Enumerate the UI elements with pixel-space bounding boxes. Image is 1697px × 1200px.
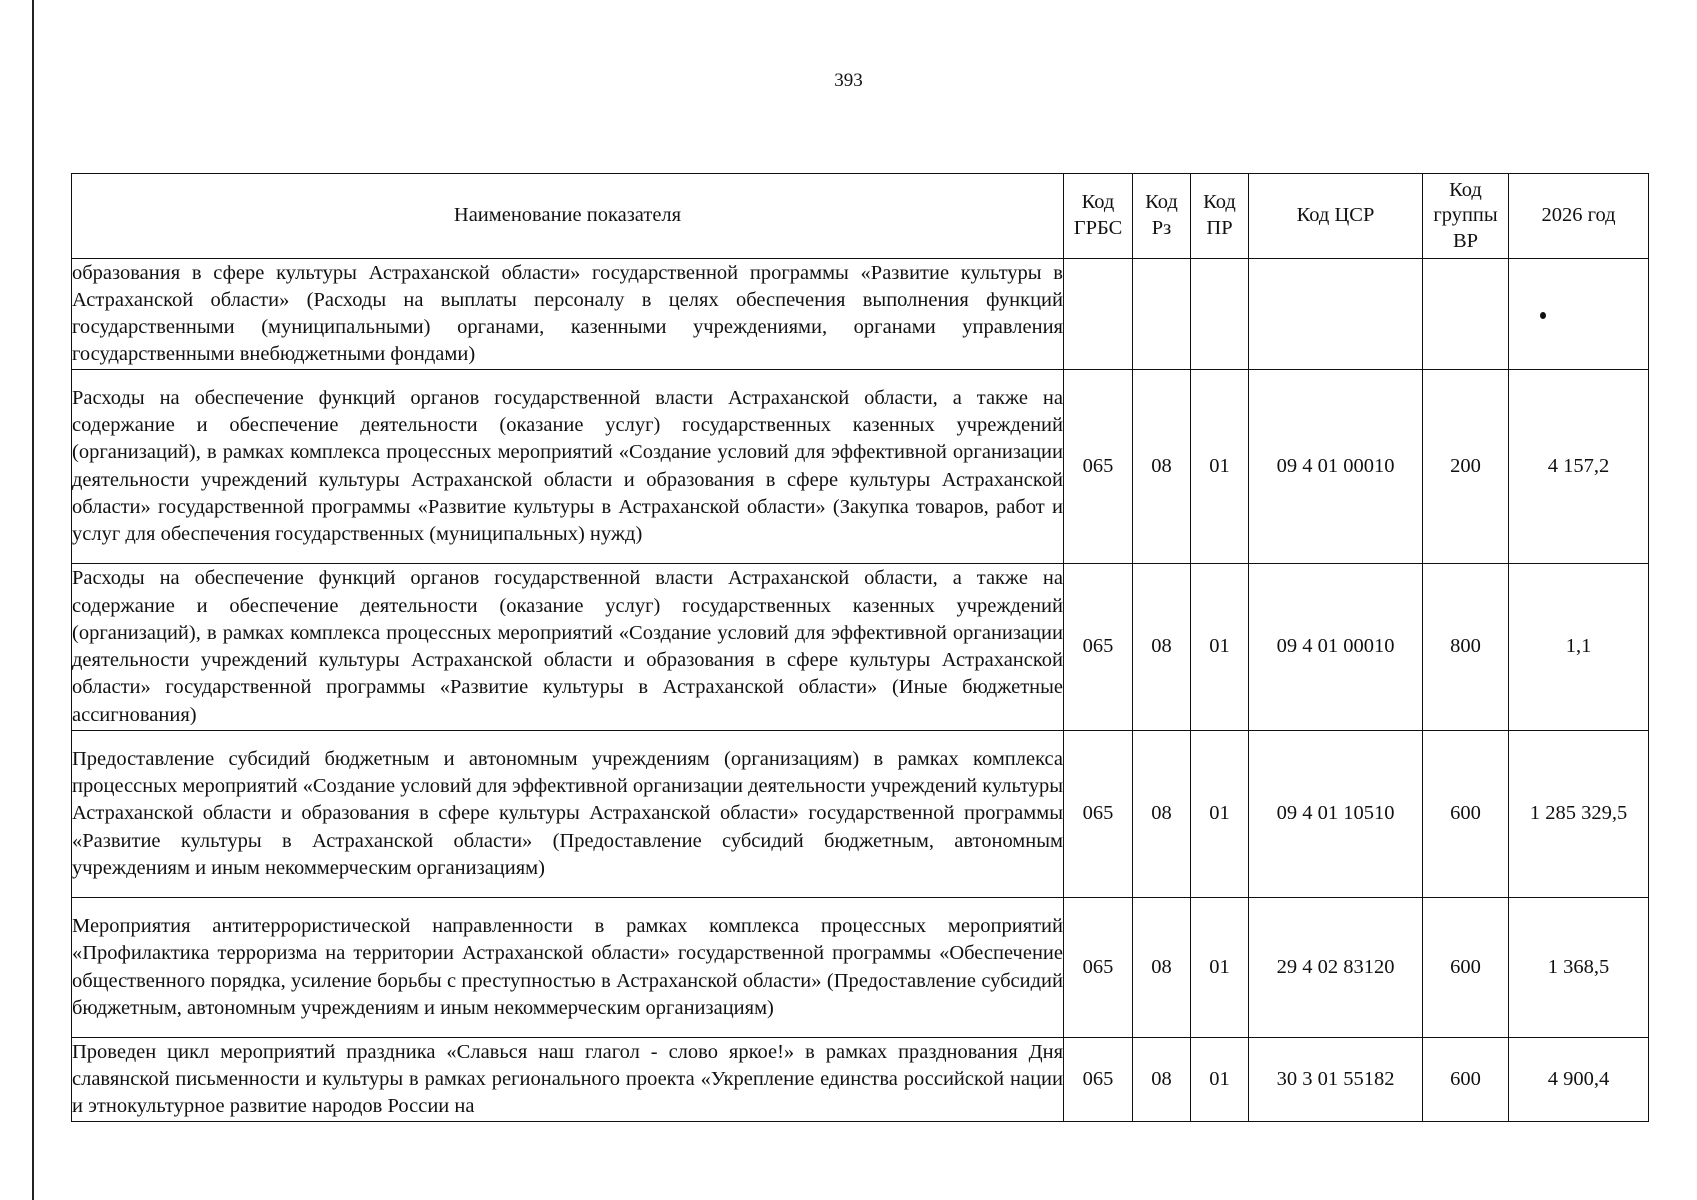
row-csr: 09 4 01 00010 bbox=[1249, 370, 1423, 564]
row-pr: 01 bbox=[1191, 370, 1249, 564]
row-name: образования в сфере культуры Астраханской области» государственной программы «Развитие культуры в Астраханской области» (Расходы на выплаты персоналу в целях обеспечения выполнения функций государственными (муниципальными) органами, казенными учреждениями, органами управления государственными внебюджетными фондами) bbox=[72, 259, 1064, 370]
header-year: 2026 год bbox=[1509, 174, 1649, 259]
row-grbs: 065 bbox=[1064, 1038, 1133, 1122]
row-amount-cell bbox=[1509, 259, 1649, 370]
row-pr: 01 bbox=[1191, 1038, 1249, 1122]
row-vr: 600 bbox=[1423, 731, 1509, 898]
row-pr: 01 bbox=[1191, 564, 1249, 731]
row-rz bbox=[1133, 259, 1191, 370]
header-csr: Код ЦСР bbox=[1249, 174, 1423, 259]
budget-table bbox=[71, 173, 1649, 1122]
row-vr: 800 bbox=[1423, 564, 1509, 731]
header-name: Наименование показателя bbox=[72, 174, 1064, 259]
row-amount: 1,1 bbox=[1509, 564, 1649, 731]
row-rz: 08 bbox=[1133, 731, 1191, 898]
table-row bbox=[72, 898, 1649, 1038]
header-grbs: Код ГРБС bbox=[1064, 174, 1133, 259]
row-vr: 600 bbox=[1423, 1038, 1509, 1122]
row-csr: 30 3 01 55182 bbox=[1249, 1038, 1423, 1122]
row-amount: 1 285 329,5 bbox=[1509, 731, 1649, 898]
table-row bbox=[72, 1038, 1649, 1122]
row-pr: 01 bbox=[1191, 898, 1249, 1038]
row-rz: 08 bbox=[1133, 370, 1191, 564]
row-name: Мероприятия антитеррористической направленности в рамках комплекса процессных мероприятий «Профилактика терроризма на территории Астраханской области» государственной программы «Обеспечение общественного порядка, усиление борьбы с преступностью в Астраханской области» (Предоставление субсидий бюджетным, автономным учреждениям и иным некоммерческим организациям) bbox=[72, 898, 1064, 1038]
row-grbs: 065 bbox=[1064, 370, 1133, 564]
header-pr: Код ПР bbox=[1191, 174, 1249, 259]
row-amount: 4 157,2 bbox=[1509, 370, 1649, 564]
row-amount: 1 368,5 bbox=[1509, 898, 1649, 1038]
row-rz: 08 bbox=[1133, 898, 1191, 1038]
table-row bbox=[72, 731, 1649, 898]
row-pr bbox=[1191, 259, 1249, 370]
header-rz: Код Рз bbox=[1133, 174, 1191, 259]
row-name: Предоставление субсидий бюджетным и автономным учреждениям (организациям) в рамках комплекса процессных мероприятий «Создание условий для эффективной организации деятельности учреждений культуры Астраханской области и образования в сфере культуры Астраханской области» государственной программы «Развитие культуры в Астраханской области» (Предоставление субсидий бюджетным, автономным учреждениям и иным некоммерческим организациям) bbox=[72, 731, 1064, 898]
scan-mark bbox=[1540, 312, 1546, 319]
row-csr: 09 4 01 10510 bbox=[1249, 731, 1423, 898]
row-grbs bbox=[1064, 259, 1133, 370]
page-number: 393 bbox=[834, 70, 863, 91]
row-rz: 08 bbox=[1133, 1038, 1191, 1122]
row-name: Расходы на обеспечение функций органов государственной власти Астраханской области, а также на содержание и обеспечение деятельности (оказание услуг) государственных казенных учреждений (организаций), в рамках комплекса процессных мероприятий «Создание условий для эффективной организации деятельности учреждений культуры Астраханской области и образования в сфере культуры Астраханской области» государственной программы «Развитие культуры в Астраханской области» (Иные бюджетные ассигнования) bbox=[72, 564, 1064, 731]
row-rz: 08 bbox=[1133, 564, 1191, 731]
table-row bbox=[72, 259, 1649, 370]
row-vr: 600 bbox=[1423, 898, 1509, 1038]
row-grbs: 065 bbox=[1064, 564, 1133, 731]
table-row bbox=[72, 564, 1649, 731]
table-row bbox=[72, 370, 1649, 564]
header-vr: Код группы ВР bbox=[1423, 174, 1509, 259]
row-grbs: 065 bbox=[1064, 898, 1133, 1038]
page-margin-line bbox=[32, 0, 34, 1200]
row-csr: 09 4 01 00010 bbox=[1249, 564, 1423, 731]
row-csr bbox=[1249, 259, 1423, 370]
row-csr: 29 4 02 83120 bbox=[1249, 898, 1423, 1038]
row-pr: 01 bbox=[1191, 731, 1249, 898]
row-vr bbox=[1423, 259, 1509, 370]
row-name: Расходы на обеспечение функций органов государственной власти Астраханской области, а также на содержание и обеспечение деятельности (оказание услуг) государственных казенных учреждений (организаций), в рамках комплекса процессных мероприятий «Создание условий для эффективной организации деятельности учреждений культуры Астраханской области и образования в сфере культуры Астраханской области» государственной программы «Развитие культуры в Астраханской области» (Закупка товаров, работ и услуг для обеспечения государственных (муниципальных) нужд) bbox=[72, 370, 1064, 564]
row-grbs: 065 bbox=[1064, 731, 1133, 898]
row-vr: 200 bbox=[1423, 370, 1509, 564]
row-name: Проведен цикл мероприятий праздника «Славься наш глагол - слово яркое!» в рамках празднования Дня славянской письменности и культуры в рамках регионального проекта «Укрепление единства российской нации и этнокультурное развитие народов России на bbox=[72, 1038, 1064, 1122]
row-amount: 4 900,4 bbox=[1509, 1038, 1649, 1122]
table-header-row bbox=[72, 174, 1649, 259]
